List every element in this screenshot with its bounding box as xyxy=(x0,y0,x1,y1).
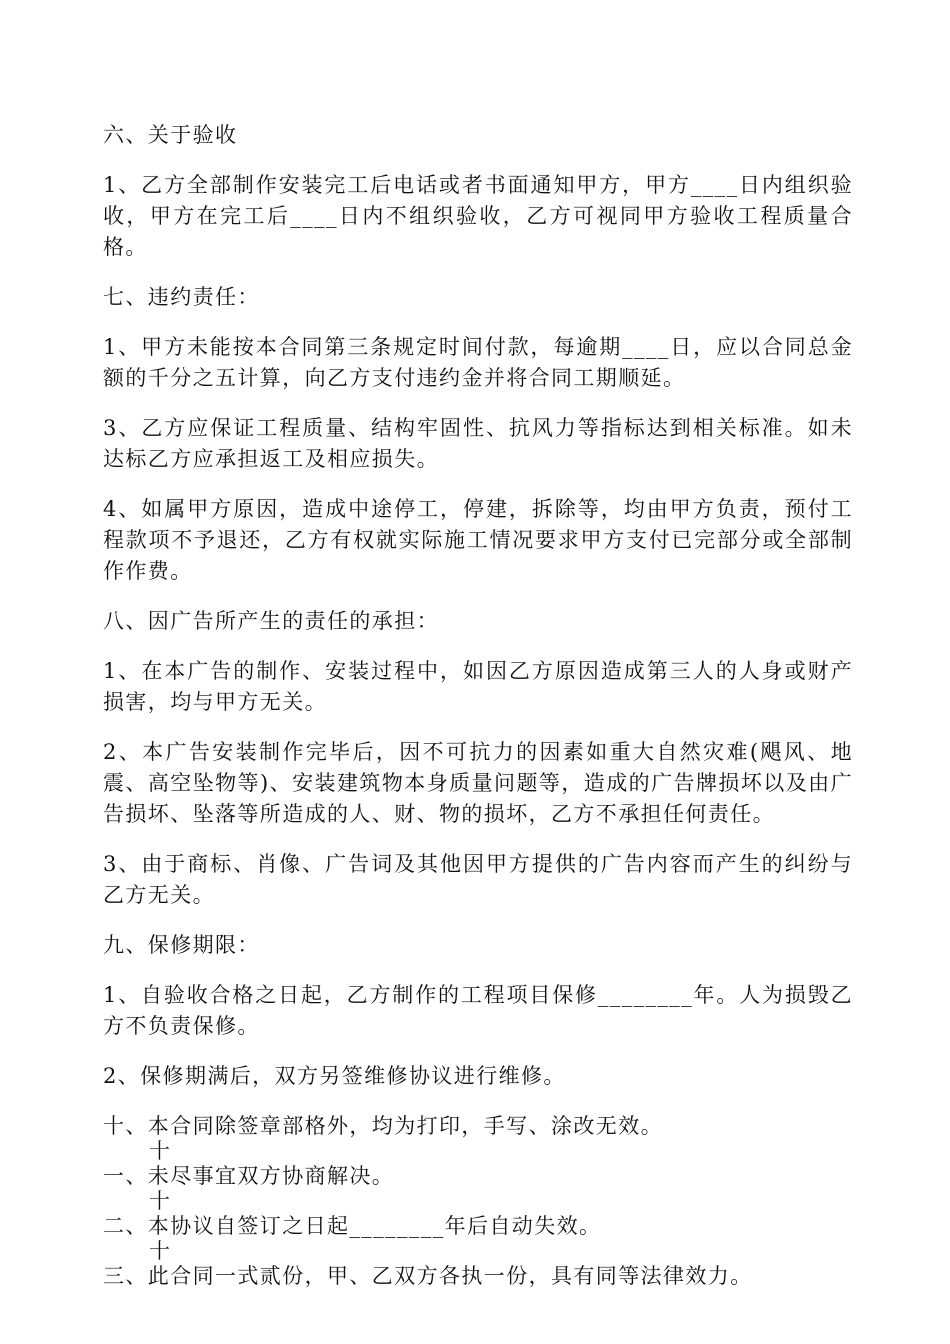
clause-twelve-prefix: 十 xyxy=(149,1189,172,1213)
clause-breach-1: 1、甲方未能按本合同第三条规定时间付款，每逾期____日，应以合同总金额的千分之五计算，向乙方支付违约金并将合同工期顺延。 xyxy=(103,335,853,390)
clause-warranty-2: 2、保修期满后，双方另签维修协议进行维修。 xyxy=(103,1064,566,1088)
clause-liability-2: 2、本广告安装制作完毕后，因不可抗力的因素如重大自然灾难(飓风、地震、高空坠物等)、安装建筑物本身质量问题等，造成的广告牌损坏以及由广告损坏、坠落等所造成的人、财、物的损坏，乙方不承担任何责任。 xyxy=(103,740,853,826)
clause-breach-3: 3、乙方应保证工程质量、结构牢固性、抗风力等指标达到相关标准。如未达标乙方应承担返工及相应损失。 xyxy=(103,416,853,471)
clause-eleven-text: 一、未尽事宜双方协商解决。 xyxy=(103,1164,395,1188)
clause-liability-1: 1、在本广告的制作、安装过程中，如因乙方原因造成第三人的人身或财产损害，均与甲方无关。 xyxy=(103,659,853,714)
clause-thirteen-prefix: 十 xyxy=(149,1239,172,1263)
section-heading-liability: 八、因广告所产生的责任的承担： xyxy=(103,609,439,633)
section-ten: 十、本合同除签章部格外，均为打印，手写、涂改无效。 xyxy=(103,1114,663,1138)
clause-twelve xyxy=(103,1189,853,1242)
clause-eleven xyxy=(103,1139,853,1192)
clause-acceptance-1: 1、乙方全部制作安装完工后电话或者书面通知甲方，甲方____日内组织验收，甲方在完工后____日内不组织验收，乙方可视同甲方验收工程质量合格。 xyxy=(103,173,853,259)
clause-thirteen-text: 三、此合同一式贰份，甲、乙双方各执一份，具有同等法律效力。 xyxy=(103,1264,753,1288)
clause-thirteen xyxy=(103,1239,853,1292)
section-heading-breach: 七、违约责任： xyxy=(103,285,260,309)
clause-warranty-1: 1、自验收合格之日起，乙方制作的工程项目保修________年。人为损毁乙方不负责保修。 xyxy=(103,983,853,1038)
section-heading-acceptance: 六、关于验收 xyxy=(103,123,238,147)
clause-breach-4: 4、如属甲方原因，造成中途停工，停建，拆除等，均由甲方负责，预付工程款项不予退还，乙方有权就实际施工情况要求甲方支付已完部分或全部制作作费。 xyxy=(103,497,853,583)
section-heading-warranty: 九、保修期限： xyxy=(103,933,260,957)
clause-twelve-text: 二、本协议自签订之日起________年后自动失效。 xyxy=(103,1214,602,1238)
contract-body xyxy=(103,120,853,1292)
clause-liability-3: 3、由于商标、肖像、广告词及其他因甲方提供的广告内容而产生的纠纷与乙方无关。 xyxy=(103,852,853,907)
clause-eleven-prefix: 十 xyxy=(149,1139,172,1163)
